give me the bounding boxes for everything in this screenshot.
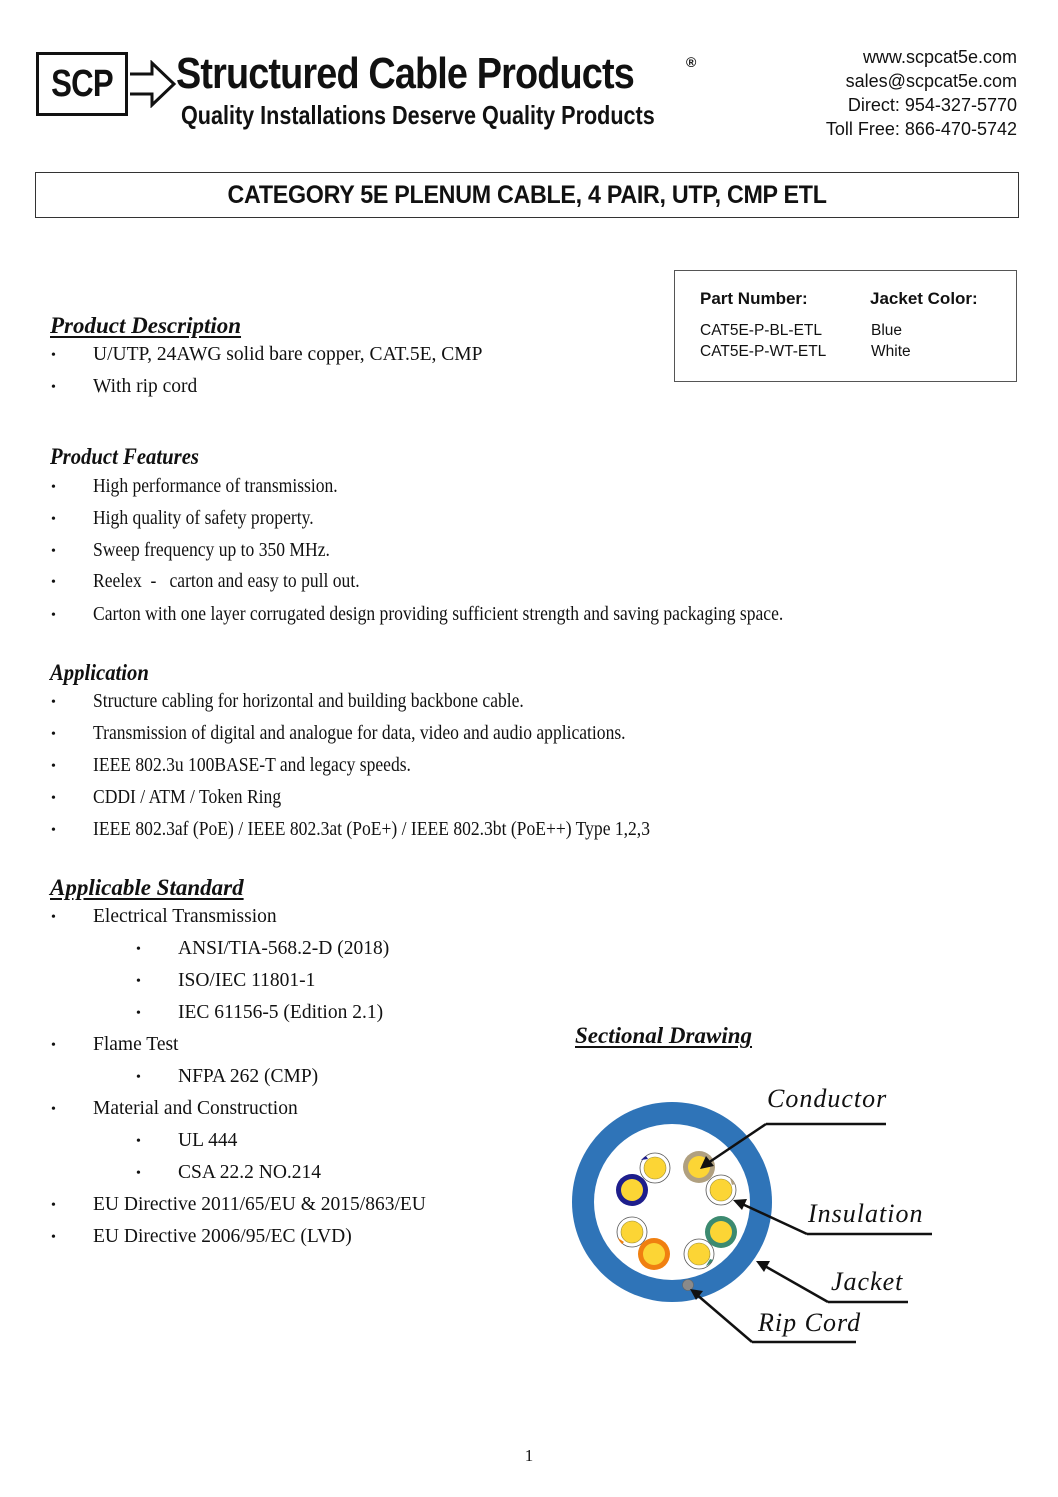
- bullet-icon: •: [51, 1038, 56, 1053]
- part-number-cell: CAT5E-P-BL-ETL: [700, 322, 823, 339]
- page-title: CATEGORY 5E PLENUM CABLE, 4 PAIR, UTP, CMP ETL: [227, 180, 827, 209]
- part-number-cell: CAT5E-P-WT-ETL: [700, 343, 827, 360]
- product-features-heading: Product Features: [50, 444, 199, 469]
- bullet-icon: •: [51, 1198, 56, 1213]
- bullet-icon: •: [136, 1070, 141, 1085]
- website-link[interactable]: www.scpcat5e.com: [862, 47, 1017, 67]
- bullet-icon: •: [51, 695, 56, 710]
- bullet-icon: •: [51, 348, 56, 363]
- product-description-heading: Product Description: [50, 313, 242, 338]
- bullet-icon: •: [51, 791, 56, 806]
- jacket-color-cell: White: [871, 343, 911, 360]
- bullet-icon: •: [51, 727, 56, 742]
- bullet-icon: •: [51, 823, 56, 838]
- rip-cord-arrow-line: [696, 1294, 752, 1342]
- logo-arrow-icon: [128, 60, 178, 108]
- bullet-icon: •: [136, 942, 141, 957]
- wire-orange: [638, 1238, 670, 1270]
- contact-info: [826, 45, 1017, 141]
- registered-mark: ®: [686, 54, 697, 70]
- sectional-drawing-heading: Sectional Drawing: [575, 1023, 753, 1048]
- insulation-label: Insulation: [808, 1199, 924, 1228]
- rip-cord-label: Rip Cord: [758, 1308, 862, 1337]
- bullet-icon: •: [51, 910, 56, 925]
- toll-free-phone: Toll Free: 866-470-5742: [825, 119, 1017, 139]
- bullet-icon: •: [51, 608, 56, 623]
- bullet-icon: •: [136, 1134, 141, 1149]
- part-number-table: [674, 270, 1017, 382]
- bullet-icon: •: [136, 974, 141, 989]
- bullet-icon: •: [51, 480, 56, 495]
- wire-brown: [683, 1151, 715, 1183]
- wire-blue: [616, 1174, 648, 1206]
- bullet-icon: •: [51, 380, 56, 395]
- wire-white-orange: [617, 1217, 647, 1247]
- application-heading: Application: [50, 660, 149, 685]
- rip-cord: [683, 1280, 694, 1291]
- brand-name: Structured Cable Products: [176, 49, 634, 98]
- brand-tagline: Quality Installations Deserve Quality Products: [181, 100, 655, 130]
- bullet-icon: •: [51, 1230, 56, 1245]
- logo-initials: SCP: [51, 62, 113, 105]
- bullet-icon: •: [51, 759, 56, 774]
- applicable-standard-heading: Applicable Standard: [50, 875, 244, 900]
- bullet-icon: •: [136, 1006, 141, 1021]
- bullet-icon: •: [51, 1102, 56, 1117]
- page-number: 1: [524, 1446, 534, 1465]
- bullet-icon: •: [51, 575, 56, 590]
- part-number-header: Part Number:: [700, 289, 808, 308]
- title-banner: [35, 172, 1019, 218]
- conductor-label: Conductor: [767, 1084, 888, 1113]
- wire-white-blue: [640, 1153, 670, 1183]
- jacket-label: Jacket: [831, 1267, 904, 1296]
- bullet-icon: •: [51, 544, 56, 559]
- bullet-icon: •: [51, 512, 56, 527]
- jacket-arrow-line: [763, 1265, 828, 1302]
- email-link[interactable]: sales@scpcat5e.com: [845, 71, 1017, 91]
- bullet-icon: •: [136, 1166, 141, 1181]
- wire-white-green: [684, 1239, 714, 1269]
- direct-phone: Direct: 954-327-5770: [847, 95, 1017, 115]
- jacket-color-header: Jacket Color:: [870, 289, 978, 308]
- jacket-color-cell: Blue: [871, 322, 903, 339]
- wire-white-brown: [706, 1175, 736, 1205]
